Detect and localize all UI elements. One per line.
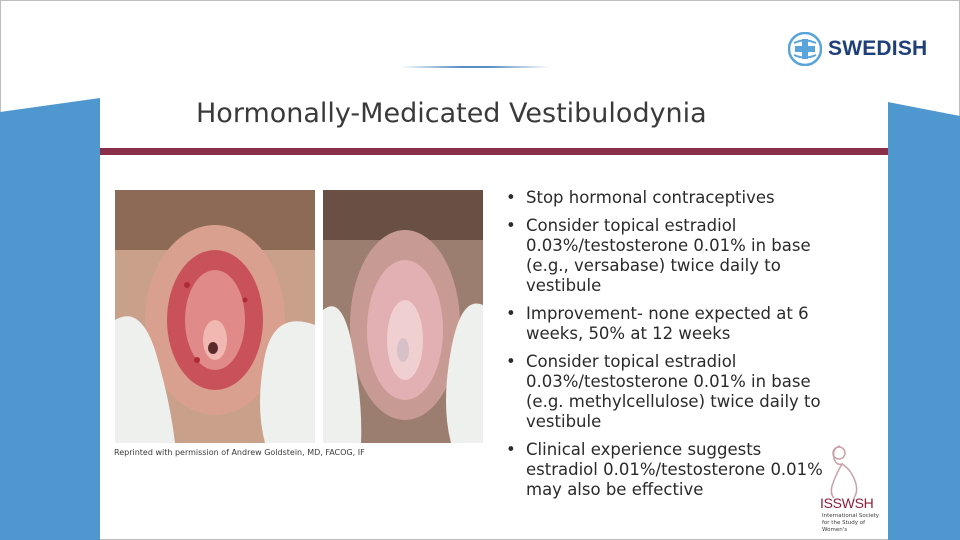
bullet-item: • Consider topical estradiol 0.03%/testosterone 0.01% in base (e.g. methylcellulose) twice daily to vestibule (504, 352, 834, 432)
bullet-item: • Improvement- none expected at 6 weeks, 50% at 12 weeks (504, 304, 834, 344)
header-accent-line (400, 66, 550, 68)
title-divider (100, 148, 888, 155)
bullet-item: • Consider topical estradiol 0.03%/testosterone 0.01% in base (e.g., versabase) twice daily to vestibule (504, 216, 834, 296)
swedish-logo-text: SWEDISH (828, 37, 928, 60)
swedish-logo (788, 30, 928, 68)
isswsh-figure-icon (812, 440, 888, 500)
isswsh-name: ISSWSH (820, 495, 874, 511)
clinical-photo-before (115, 190, 315, 443)
swedish-cross-icon (788, 32, 822, 66)
isswsh-logo (812, 440, 888, 540)
slide-title: Hormonally-Medicated Vestibulodynia (196, 98, 707, 129)
photo-credit: Reprinted with permission of Andrew Goldstein, MD, FACOG, IF (114, 448, 365, 457)
bullet-item: • Stop hormonal contraceptives (504, 188, 834, 208)
isswsh-subtitle: International Society for the Study of Women's (822, 513, 880, 533)
bullet-item: • Clinical experience suggests estradiol 0.01%/testosterone 0.01% may also be effective (504, 440, 834, 500)
clinical-photo-after (323, 190, 483, 443)
right-blue-band (888, 102, 960, 540)
bullet-list (504, 188, 834, 508)
left-blue-band (0, 98, 100, 540)
